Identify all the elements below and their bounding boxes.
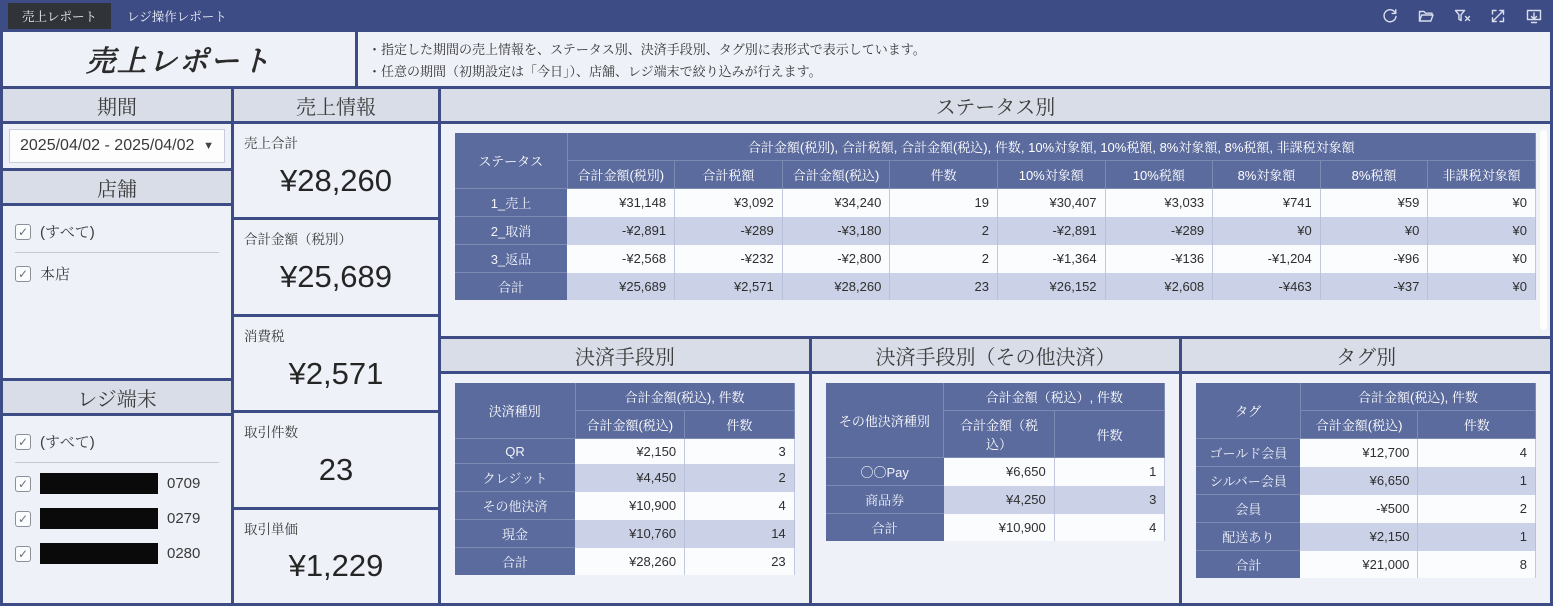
kpi-card — [234, 220, 438, 313]
title-panel — [3, 32, 355, 86]
table-row — [826, 514, 1165, 542]
column-header[interactable]: 合計金額(税込) — [782, 161, 890, 189]
cell-value: -¥96 — [1320, 245, 1428, 273]
kpi-card — [234, 413, 438, 506]
tab-sales-report[interactable]: 売上レポート — [8, 3, 111, 29]
header-row — [0, 32, 1553, 86]
register-section-header: レジ端末 — [3, 381, 231, 413]
register-item[interactable] — [15, 501, 219, 536]
cell-value: -¥2,568 — [567, 245, 675, 273]
vertical-scrollbar[interactable] — [1540, 130, 1547, 330]
cell-value: 23 — [685, 548, 795, 576]
tag-table-panel — [1182, 374, 1550, 603]
cell-value: ¥31,148 — [567, 189, 675, 217]
checkbox-checked-icon[interactable]: ✓ — [15, 224, 31, 240]
column-header[interactable]: 8%税額 — [1320, 161, 1428, 189]
column-header[interactable]: 合計金額（税込） — [944, 411, 1055, 458]
page-title: 売上レポート — [85, 45, 272, 78]
column-header[interactable]: 合計金額(税別) — [567, 161, 675, 189]
kpi-section-header: 売上情報 — [234, 89, 438, 121]
cell-value: ¥30,407 — [997, 189, 1105, 217]
fullscreen-icon[interactable] — [1489, 7, 1507, 25]
checkbox-checked-icon[interactable]: ✓ — [15, 266, 31, 282]
cell-value: -¥2,891 — [567, 217, 675, 245]
cell-value: ¥0 — [1428, 273, 1536, 301]
open-folder-icon[interactable] — [1417, 7, 1435, 25]
cell-value: -¥1,204 — [1213, 245, 1321, 273]
table-row — [455, 520, 794, 548]
cell-value: ¥28,260 — [575, 548, 685, 576]
date-range-dropdown[interactable] — [9, 129, 225, 163]
corner-header[interactable]: その他決済種別 — [826, 383, 944, 458]
checkbox-checked-icon[interactable]: ✓ — [15, 546, 31, 562]
column-header[interactable]: 件数 — [1418, 411, 1536, 439]
kpi-label: 売上合計 — [244, 136, 298, 151]
kpi-label: 合計金額（税別） — [244, 232, 352, 248]
cell-value: ¥3,092 — [675, 189, 783, 217]
table-row — [455, 492, 794, 520]
column-header[interactable]: 合計金額(税込) — [1300, 411, 1418, 439]
topbar — [0, 0, 1553, 32]
cell-value: ¥21,000 — [1300, 551, 1418, 579]
cell-value: -¥1,364 — [997, 245, 1105, 273]
cell-value: 4 — [1418, 439, 1536, 467]
cell-value: ¥741 — [1213, 189, 1321, 217]
checkbox-checked-icon[interactable]: ✓ — [15, 511, 31, 527]
kpi-value: ¥2,571 — [288, 355, 384, 391]
corner-header[interactable]: タグ — [1196, 383, 1300, 439]
kpi-card — [234, 124, 438, 217]
table-row — [455, 189, 1536, 217]
table-row — [826, 458, 1165, 486]
row-label: シルバー会員 — [1196, 467, 1300, 495]
cell-value: ¥4,450 — [575, 464, 685, 492]
description-panel — [358, 32, 1550, 86]
store-item-label: 本店 — [40, 266, 71, 283]
cell-value: 1 — [1054, 458, 1165, 486]
cell-value: ¥34,240 — [782, 189, 890, 217]
kpi-value: ¥28,260 — [279, 162, 393, 198]
cell-value: ¥0 — [1428, 217, 1536, 245]
row-label: 現金 — [455, 520, 575, 548]
row-label: その他決済 — [455, 492, 575, 520]
status-table — [455, 133, 1536, 300]
cell-value: 8 — [1418, 551, 1536, 579]
status-table — [455, 133, 1536, 300]
main-content — [0, 86, 1553, 606]
column-header[interactable]: 合計金額(税込) — [575, 411, 685, 439]
tab-register-operation-report[interactable]: レジ操作レポート — [127, 10, 227, 24]
list-divider — [15, 252, 219, 253]
cell-value: -¥289 — [675, 217, 783, 245]
table-row — [455, 548, 794, 576]
payment-section — [441, 339, 809, 603]
checkbox-checked-icon[interactable]: ✓ — [15, 476, 31, 492]
cell-value: ¥2,150 — [575, 439, 685, 464]
cell-value: 2 — [890, 245, 998, 273]
report-tabs — [8, 3, 241, 29]
store-section-header: 店舗 — [3, 171, 231, 203]
description-line: ・任意の期間（初期設定は「今日」）、店舗、レジ端末で絞り込みが行えます。 — [368, 63, 822, 79]
tables-column — [441, 89, 1550, 603]
cell-value: 19 — [890, 189, 998, 217]
cell-value: -¥463 — [1213, 273, 1321, 301]
cell-value: ¥2,571 — [675, 273, 783, 301]
payment-table-panel — [441, 374, 809, 603]
corner-header[interactable]: ステータス — [455, 133, 567, 189]
register-item[interactable] — [15, 536, 219, 571]
kpi-cards — [234, 124, 438, 603]
store-item-label: (すべて) — [40, 224, 95, 241]
table-row — [826, 486, 1165, 514]
column-header[interactable]: 合計税額 — [675, 161, 783, 189]
table-row — [1196, 495, 1535, 523]
store-item[interactable] — [15, 256, 219, 291]
table-row — [455, 217, 1536, 245]
payment-table — [455, 383, 795, 575]
column-header[interactable]: 非課税対象額 — [1428, 161, 1536, 189]
other-payment-section — [812, 339, 1180, 603]
cell-value: 2 — [1418, 495, 1536, 523]
column-header[interactable]: 件数 — [890, 161, 998, 189]
chevron-down-icon: ▼ — [203, 140, 214, 152]
cell-value: -¥2,800 — [782, 245, 890, 273]
register-item[interactable] — [15, 466, 219, 501]
cell-value: -¥3,180 — [782, 217, 890, 245]
description-line: ・指定した期間の売上情報を、ステータス別、決済手段別、タグ別に表形式で表示しています。 — [368, 41, 926, 57]
kpi-label: 消費税 — [244, 328, 285, 344]
table-row — [1196, 551, 1535, 579]
register-item-label: 0280 — [167, 545, 201, 562]
row-label: 合計 — [455, 548, 575, 576]
cell-value: -¥2,891 — [997, 217, 1105, 245]
cell-value: ¥0 — [1428, 189, 1536, 217]
table-row — [455, 273, 1536, 301]
cell-value: 4 — [685, 492, 795, 520]
cell-value: 23 — [890, 273, 998, 301]
row-label: ゴールド会員 — [1196, 439, 1300, 467]
group-header: 合計金額(税込), 件数 — [575, 383, 794, 411]
row-label: 3_返品 — [455, 245, 567, 273]
tag-table — [1196, 383, 1536, 578]
cell-value: ¥28,260 — [782, 273, 890, 301]
cell-value: ¥10,760 — [575, 520, 685, 548]
topbar-icons — [1381, 7, 1543, 25]
cell-value: ¥2,608 — [1105, 273, 1213, 301]
status-table-panel — [441, 124, 1550, 336]
cell-value: -¥136 — [1105, 245, 1213, 273]
cell-value: 3 — [685, 439, 795, 464]
cell-value: ¥2,150 — [1300, 523, 1418, 551]
row-label: 2_取消 — [455, 217, 567, 245]
redacted-label — [40, 473, 158, 494]
other-payment-table-panel — [812, 374, 1180, 603]
tag-section-header: タグ別 — [1182, 339, 1550, 371]
row-label: 合計 — [826, 514, 944, 542]
cell-value: -¥500 — [1300, 495, 1418, 523]
cell-value: ¥4,250 — [944, 486, 1055, 514]
column-header[interactable]: 件数 — [685, 411, 795, 439]
cell-value: ¥26,152 — [997, 273, 1105, 301]
cell-value: 4 — [1054, 514, 1165, 542]
tag-section — [1182, 339, 1550, 603]
column-header[interactable]: 10%対象額 — [997, 161, 1105, 189]
column-header[interactable]: 件数 — [1054, 411, 1165, 458]
payment-table — [455, 383, 795, 575]
row-label: 会員 — [1196, 495, 1300, 523]
kpi-label: 取引件数 — [244, 425, 298, 441]
cell-value: ¥3,033 — [1105, 189, 1213, 217]
status-section-header: ステータス別 — [441, 89, 1550, 121]
kpi-card — [234, 510, 438, 603]
group-header: 合計金額(税別), 合計税額, 合計金額(税込), 件数, 10%対象額, 10%税額, 8%対象額, 8%税額, 非課税対象額 — [567, 133, 1536, 161]
store-item[interactable] — [15, 214, 219, 249]
cell-value: -¥289 — [1105, 217, 1213, 245]
table-row — [455, 439, 794, 464]
table-row — [455, 464, 794, 492]
cell-value: 3 — [1054, 486, 1165, 514]
date-range-value: 2025/04/02 - 2025/04/02 — [20, 137, 195, 154]
kpi-value: 23 — [318, 451, 354, 487]
register-item-label: 0709 — [167, 475, 201, 492]
redacted-label — [40, 508, 158, 529]
row-label: 配送あり — [1196, 523, 1300, 551]
redacted-label — [40, 543, 158, 564]
cell-value: 1 — [1418, 467, 1536, 495]
period-panel — [3, 124, 231, 168]
filter-column — [3, 89, 231, 603]
cell-value: 2 — [890, 217, 998, 245]
kpi-value: ¥25,689 — [279, 259, 393, 295]
group-header: 合計金額（税込）, 件数 — [944, 383, 1165, 411]
row-label: QR — [455, 439, 575, 464]
row-label: 〇〇Pay — [826, 458, 944, 486]
table-row — [1196, 523, 1535, 551]
cell-value: ¥10,900 — [944, 514, 1055, 542]
column-header[interactable]: 8%対象額 — [1213, 161, 1321, 189]
other-payment-section-header: 決済手段別（その他決済） — [812, 339, 1180, 371]
register-item-label: (すべて) — [40, 434, 95, 451]
other-payment-table — [826, 383, 1166, 541]
row-label: 合計 — [455, 273, 567, 301]
other-payment-table — [826, 383, 1166, 541]
tag-table — [1196, 383, 1536, 578]
cell-value: 2 — [685, 464, 795, 492]
cell-value: ¥0 — [1213, 217, 1321, 245]
table-row — [1196, 439, 1535, 467]
cell-value: ¥12,700 — [1300, 439, 1418, 467]
group-header: 合計金額(税込), 件数 — [1300, 383, 1535, 411]
cell-value: ¥59 — [1320, 189, 1428, 217]
table-row — [1196, 467, 1535, 495]
row-label: 商品券 — [826, 486, 944, 514]
clear-filter-icon[interactable] — [1453, 7, 1471, 25]
kpi-column — [234, 89, 438, 603]
store-filter-list — [3, 206, 231, 378]
kpi-value: ¥1,229 — [288, 548, 384, 584]
cell-value: ¥10,900 — [575, 492, 685, 520]
period-section-header: 期間 — [3, 89, 231, 121]
cell-value: ¥6,650 — [944, 458, 1055, 486]
row-label: 合計 — [1196, 551, 1300, 579]
kpi-label: 取引単価 — [244, 521, 298, 537]
bottom-tables-row — [441, 339, 1550, 603]
register-item[interactable] — [15, 424, 219, 459]
cell-value: 1 — [1418, 523, 1536, 551]
popout-icon[interactable] — [1525, 7, 1543, 25]
list-divider — [15, 462, 219, 463]
cell-value: ¥0 — [1428, 245, 1536, 273]
cell-value: ¥0 — [1320, 217, 1428, 245]
table-row — [455, 245, 1536, 273]
register-item-label: 0279 — [167, 510, 201, 527]
checkbox-checked-icon[interactable]: ✓ — [15, 434, 31, 450]
refresh-icon[interactable] — [1381, 7, 1399, 25]
register-filter-list — [3, 416, 231, 603]
column-header[interactable]: 10%税額 — [1105, 161, 1213, 189]
kpi-card — [234, 317, 438, 410]
cell-value: ¥25,689 — [567, 273, 675, 301]
payment-section-header: 決済手段別 — [441, 339, 809, 371]
cell-value: 14 — [685, 520, 795, 548]
corner-header[interactable]: 決済種別 — [455, 383, 575, 439]
cell-value: -¥37 — [1320, 273, 1428, 301]
cell-value: ¥6,650 — [1300, 467, 1418, 495]
row-label: 1_売上 — [455, 189, 567, 217]
row-label: クレジット — [455, 464, 575, 492]
cell-value: -¥232 — [675, 245, 783, 273]
